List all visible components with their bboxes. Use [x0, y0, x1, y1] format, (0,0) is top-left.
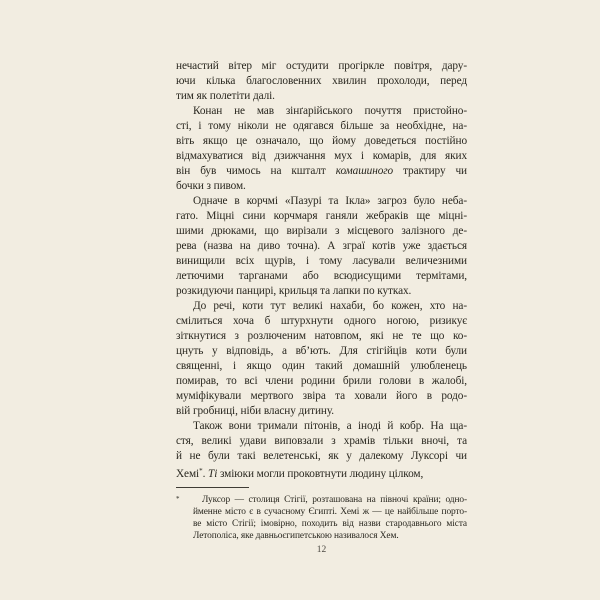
text-line: Одначе в корчмі «Пазурі та Ікла» загроз було неба- [193, 195, 467, 207]
text-line: До речі, коти тут великі нахаби, бо кожен, хто на- [193, 300, 467, 312]
text-line: шими дрюками, що вирізали з місцевого залізного де- [176, 225, 467, 237]
text-line: Конан не мав зінґарійського почуття пристойно- [193, 105, 467, 117]
footnote [176, 487, 467, 542]
footnote-line: йменне місто є в сучасному Єгипті. Хемі ж — це найбільше порто- [193, 507, 467, 517]
text-line: зіткнутися з розлюченим натовпом, які не те що ко- [176, 330, 467, 342]
footnote-reference: * [199, 467, 203, 475]
page-number: 12 [316, 545, 327, 555]
footnote-separator-rule [176, 487, 249, 488]
text-line: цнуть у відповідь, а вб’ють. Для стігійців коти були [176, 345, 467, 357]
text-line: відмахуватися від дзижчання мух і комарів, для яких [176, 150, 467, 162]
text-line: нечастий вітер міг остудити прогіркле повітря, дару- [176, 60, 467, 72]
text-line: смілиться хоча б штурхнути одного ногою, ризикує [176, 315, 467, 327]
text-line: винищили всіх щурів, і тому ласували величезними [176, 255, 467, 267]
text-line: Також вони тримали пітонів, а іноді й кобр. На ща- [193, 420, 467, 432]
text-line: віть якщо це означало, що йому доведеться постійно [176, 135, 467, 147]
text-line: священні, і якщо один такий домашній улюбленець [176, 360, 467, 372]
text-line: тим як полетіти далі. [176, 90, 275, 102]
footnote-line: Летополіса, яке давньоєгипетською називалося Хем. [193, 531, 399, 541]
text-line: рева (назва на диво точна). А зграї котів уже здається [176, 240, 467, 252]
footnote-marker: * [176, 495, 180, 503]
text-line: й не були такі велетенські, як у далекому Луксорі чи [176, 450, 467, 462]
text-line: стя, великі удави виповзали з храмів тільки вночі, та [176, 435, 467, 447]
text-line: сті, і тому ніколи не одягався більше за необхідне, на- [176, 120, 467, 132]
footnote-line: Луксор — столиця Стігії, розташована на півночі країни; одно- [202, 495, 467, 505]
text-line: бочки з пивом. [176, 180, 246, 192]
text-line: Хемі*. Ті зміюки могли проковтнути людину цілком, [176, 467, 424, 479]
text-line: розкидуючи панцирі, крильця та лапки по кутках. [176, 285, 412, 297]
text-line: летючими тарганами або всюдисущими термітами, [176, 270, 467, 282]
text-line: він був чимось на кшталт комашиного трактиру чи [176, 165, 467, 177]
text-line: ючи кілька благословенних хвилин прохолоди, перед [176, 75, 467, 87]
footnote-line: ве місто Стігії; імовірно, походить від назви стародавнього міста [193, 519, 467, 529]
text-line: гато. Міцні сини корчмаря ганяли жебраків ще міцні- [176, 210, 467, 222]
text-line: помирав, то всі члени родини брили голови в жалобі, [176, 375, 467, 387]
text-line: вій гробниці, ніби власну дитину. [176, 405, 334, 417]
footnote-text [176, 494, 467, 542]
text-line: муміфікували мертвого звіра та ховали його в родо- [176, 390, 467, 402]
main-text [176, 59, 467, 479]
